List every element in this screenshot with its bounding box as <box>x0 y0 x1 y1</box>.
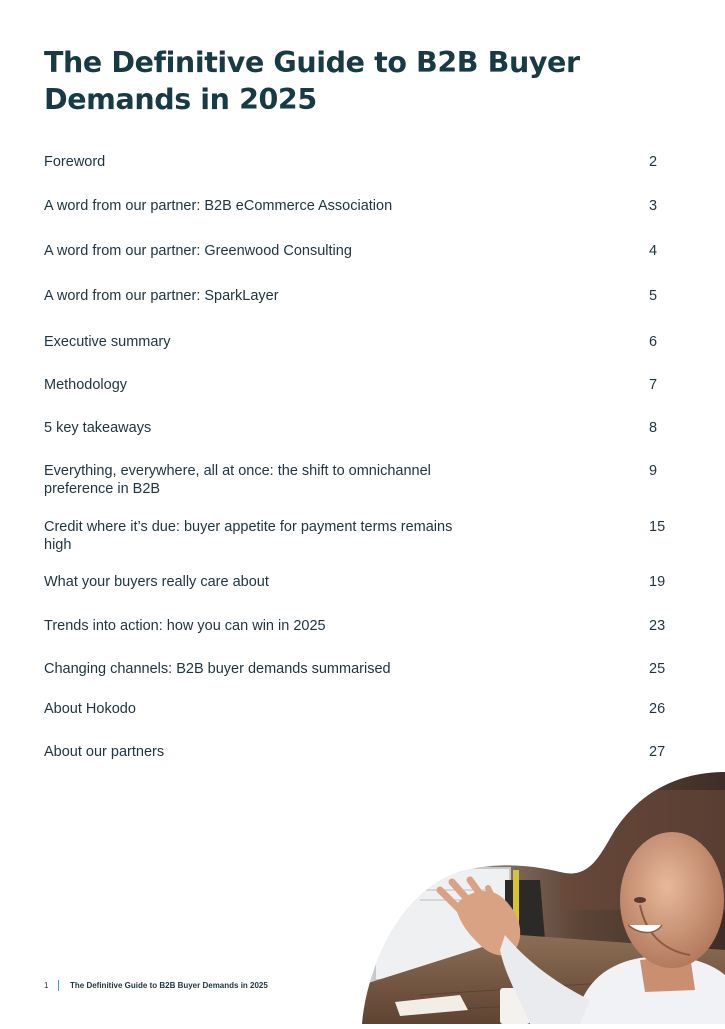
toc-entry-page: 3 <box>649 198 658 214</box>
toc-entry-page: 6 <box>649 334 658 350</box>
toc-entry-page: 5 <box>649 288 658 304</box>
toc-entry-page: 26 <box>649 701 666 717</box>
toc-entry-label: Foreword <box>44 154 106 170</box>
toc-entry-label: Credit where it’s due: buyer appetite for payment terms remains high <box>44 519 453 553</box>
toc-entry-label: Trends into action: how you can win in 2025 <box>44 618 326 634</box>
toc-entry-label: About our partners <box>44 744 165 760</box>
toc-entry-page: 7 <box>649 377 658 393</box>
toc-entry-page: 19 <box>649 574 666 590</box>
footer-title: The Definitive Guide to B2B Buyer Demands in 2025 <box>70 981 268 990</box>
toc-entry-page: 15 <box>649 519 666 535</box>
footer-page-number: 1 <box>44 981 49 990</box>
toc-entry-label: Methodology <box>44 377 128 393</box>
toc-entry-page: 8 <box>649 420 658 436</box>
toc-entry-label: Everything, everywhere, all at once: the shift to omnichannel preference in B2B <box>44 463 431 497</box>
toc-entry-page: 23 <box>649 618 666 634</box>
toc-entry-label: A word from our partner: B2B eCommerce Association <box>44 198 393 214</box>
toc-entry-label: Executive summary <box>44 334 171 350</box>
toc-entry-label: Changing channels: B2B buyer demands summarised <box>44 661 391 677</box>
toc-entry-page: 25 <box>649 661 666 677</box>
toc-entry-label: About Hokodo <box>44 701 136 717</box>
toc-entry-page: 4 <box>649 243 658 259</box>
toc-entry-page: 27 <box>649 744 666 760</box>
toc-entry-page: 9 <box>649 463 658 479</box>
toc-entry-page: 2 <box>649 154 658 170</box>
toc-entry-label: 5 key takeaways <box>44 420 152 436</box>
toc-entry-label: A word from our partner: SparkLayer <box>44 288 279 304</box>
document-title: The Definitive Guide to B2B Buyer Demands in 2025 <box>44 46 580 116</box>
toc-entry-label: What your buyers really care about <box>44 574 269 590</box>
footer-divider <box>58 980 59 991</box>
toc-entry-label: A word from our partner: Greenwood Consulting <box>44 243 352 259</box>
